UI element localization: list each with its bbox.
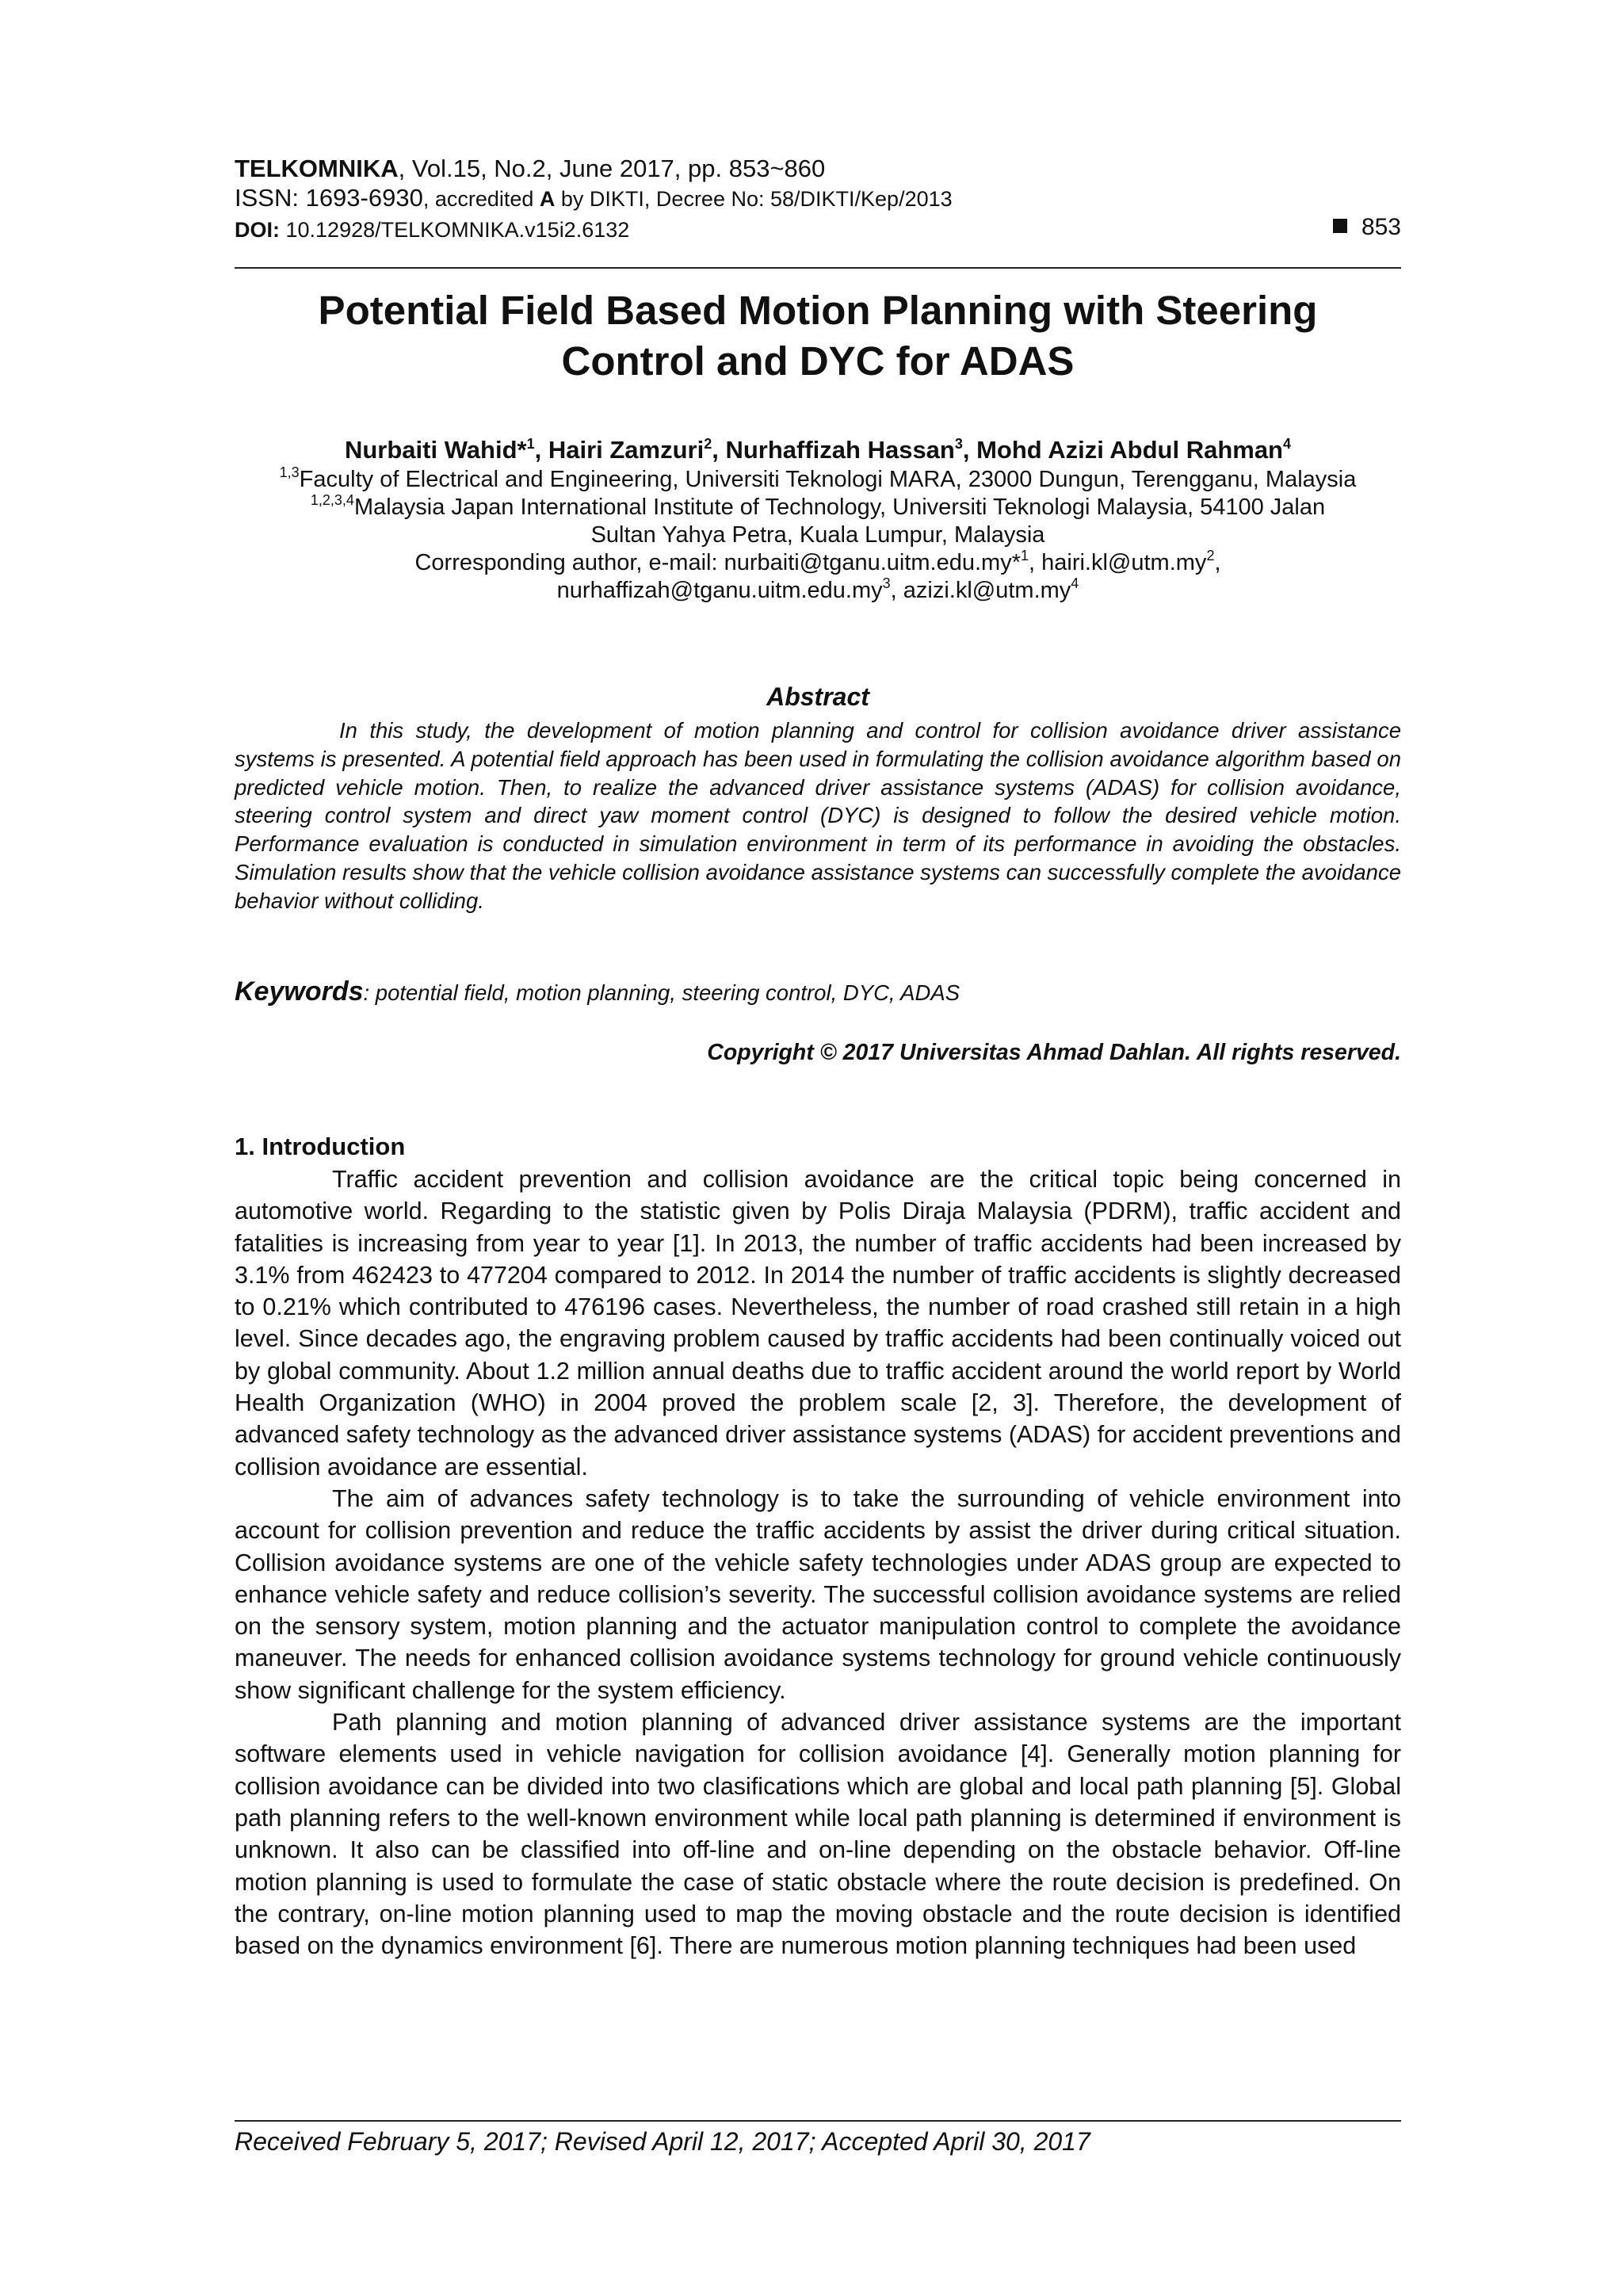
keywords-label: Keywords bbox=[235, 976, 364, 1007]
affiliation-2: $^{1,2,3,4}$Malaysia Japan International Institute of Technology, Universiti Teknologi Malaysia, 54100 Jalan bbox=[310, 492, 1326, 520]
issn-text: ISSN: 1693-6930 bbox=[235, 184, 423, 212]
journal-issn: ISSN: 1693-6930, accredited A by DIKTI, Decree No: 58/DIKTI/Kep/2013 bbox=[235, 184, 953, 212]
affiliation-1: $^{1,3}$Faculty of Electrical and Engineering, Universiti Teknologi MARA, 23000 Dungun, Terengganu, Malaysia bbox=[279, 464, 1357, 492]
black-square-icon bbox=[1333, 219, 1347, 233]
corresponding-emails-cont: $nurhaffizah@tganu.uitm.edu.my^3$, $azizi.kl@utm.my^4$ bbox=[556, 575, 1079, 603]
doi-label: DOI: bbox=[235, 218, 280, 242]
footer-rule bbox=[235, 2120, 1401, 2122]
keywords bbox=[235, 976, 1401, 1008]
copyright-notice: Copyright © 2017 Universitas Ahmad Dahlan. All rights reserved. bbox=[707, 1040, 1401, 1065]
journal-volume: , Vol.15, No.2, June 2017, pp. 853~860 bbox=[398, 155, 826, 182]
author-block bbox=[235, 434, 1401, 605]
introduction-body bbox=[235, 1163, 1401, 1962]
page-number: 853 bbox=[1333, 212, 1401, 242]
author-names: Nurbaiti Wahid*$^1$, Hairi Zamzuri$^2$, Nurhaffizah Hassan$^3$, Mohd Azizi Abdul Rahman$^4$ bbox=[344, 436, 1292, 464]
accreditation-text: by DIKTI, Decree No: 58/DIKTI/Kep/2013 bbox=[555, 187, 953, 211]
abstract-body bbox=[235, 716, 1401, 915]
header-rule bbox=[235, 267, 1401, 269]
abstract-text: In this study, the development of motion planning and control for collision avoidance driver assistance systems is presented. A potential field approach has been used in formulating the collision avoidance algorithm based on predicted vehicle motion. Then, to realize the advanced driver assistance systems (ADAS) for collision avoidance, steering control system and direct yaw moment control (DYC) is designed to follow the desired vehicle motion. Performance evaluation is conducted in simulation environment in term of its performance in avoiding the obstacles. Simulation results show that the vehicle collision avoidance assistance systems can successfully complete the avoidance behavior without colliding. bbox=[235, 718, 1401, 913]
abstract-heading: Abstract bbox=[766, 682, 869, 711]
journal-name: TELKOMNIKA bbox=[235, 155, 399, 182]
paragraph: Path planning and motion planning of advanced driver assistance systems are the important software elements used in vehicle navigation for collision avoidance [4]. Generally motion planning for collision avoidance can be divided into two clasifications which are global and local path planning [5]. Global path planning refers to the well-known environment while local path planning is determined if environment is unknown. It also can be classified into off-line and on-line depending on the obstacle behavior. Off-line motion planning is used to formulate the case of static obstacle where the route decision is predefined. On the contrary, on-line motion planning used to map the moving obstacle and the route decision is identified based on the dynamics environment [6]. There are numerous motion planning techniques had been used bbox=[235, 1709, 1401, 1960]
journal-header bbox=[235, 154, 1401, 245]
paragraph: The aim of advances safety technology is to take the surrounding of vehicle environment into account for collision prevention and reduce the traffic accidents by assist the driver during critical situation. Collision avoidance systems are one of the vehicle safety technologies under ADAS group are expected to enhance vehicle safety and reduce collision’s severity. The successful collision avoidance systems are relied on the sensory system, motion planning and the actuator manipulation control to complete the avoidance maneuver. The needs for enhanced collision avoidance systems technology for ground vehicle continuously show significant challenge for the system efficiency. bbox=[235, 1484, 1401, 1704]
journal-citation bbox=[235, 154, 1401, 183]
accreditation-grade: A bbox=[539, 187, 556, 211]
doi-value: 10.12928/TELKOMNIKA.v15i2.6132 bbox=[280, 218, 630, 242]
paper-title bbox=[235, 285, 1401, 387]
affiliation-2-cont: Sultan Yahya Petra, Kuala Lumpur, Malaysia bbox=[590, 522, 1045, 548]
corresponding-emails: Corresponding author, e-mail: nurbaiti@tganu.uitm.edu.my*$^1$, $hairi.kl@utm.my^2$, bbox=[414, 548, 1221, 575]
keywords-text: : potential field, motion planning, steering control, DYC, ADAS bbox=[363, 980, 960, 1005]
paragraph: Traffic accident prevention and collision avoidance are the critical topic being concerned in automotive world. Regarding to the statistic given by Polis Diraja Malaysia (PDRM), traffic accident and fatalities is increasing from year to year [1]. In 2013, the number of traffic accidents had been increased by 3.1% from 462423 to 477204 compared to 2012. In 2014 the number of traffic accidents is slightly decreased to 0.21% which contributed to 476196 cases. Nevertheless, the number of road crashed still retain in a high level. Since decades ago, the engraving problem caused by traffic accidents had been continually voiced out by global community. About 1.2 million annual deaths due to traffic accident around the world report by World Health Organization (WHO) in 2004 proved the problem scale [2, 3]. Therefore, the development of advanced safety technology as the advanced driver assistance systems (ADAS) for accident preventions and collision avoidance are essential. bbox=[235, 1166, 1401, 1480]
title-line-1: Potential Field Based Motion Planning with Steering bbox=[318, 288, 1318, 333]
received-dates: Received February 5, 2017; Revised April 12, 2017; Accepted April 30, 2017 bbox=[235, 2127, 1090, 2156]
title-line-2: Control and DYC for ADAS bbox=[561, 338, 1075, 384]
journal-doi bbox=[235, 214, 1401, 245]
section-heading-introduction: 1. Introduction bbox=[235, 1133, 406, 1160]
